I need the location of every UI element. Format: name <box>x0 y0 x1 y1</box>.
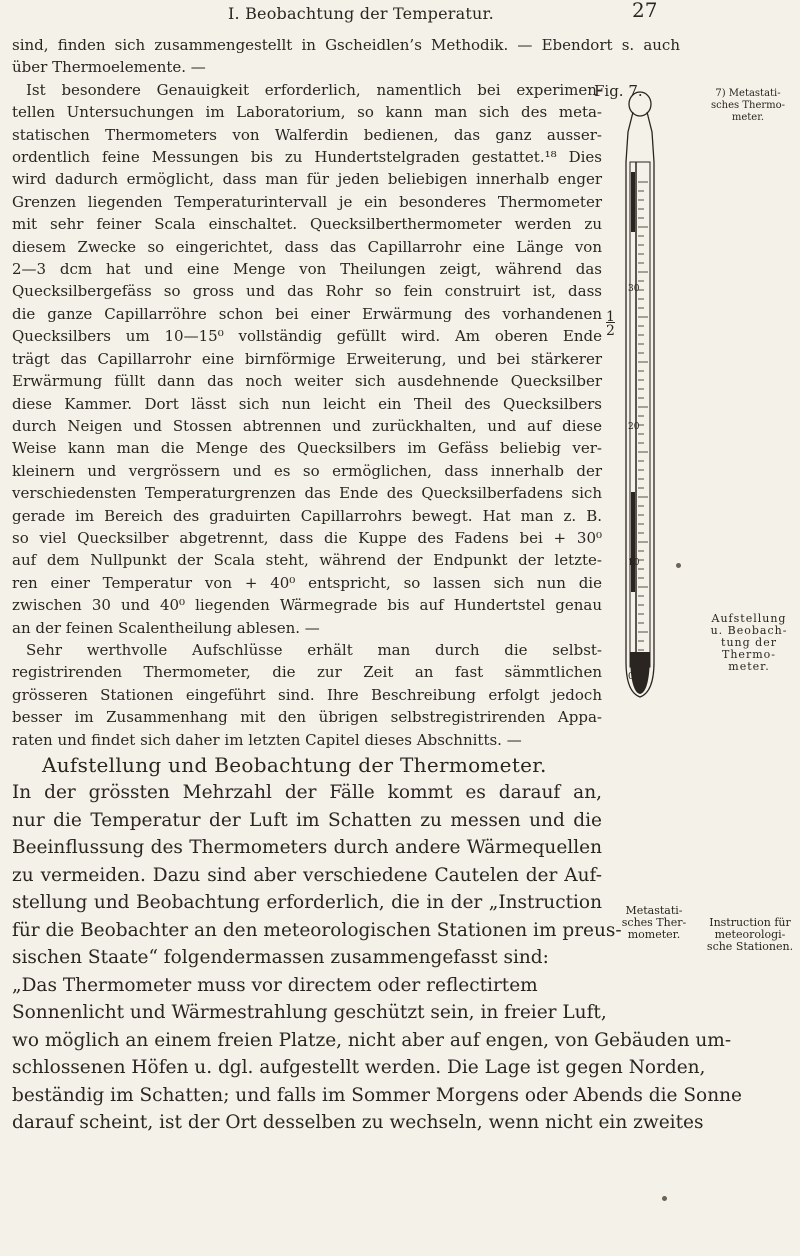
text-line: durch Neigen und Stossen abtrennen und zurückhalten, und auf diese <box>12 416 602 435</box>
text-line: Quecksilbergefäss so gross und das Rohr so fein construirt ist, dass <box>12 282 602 301</box>
text-line: Quecksilbers um 10—15⁰ vollständig gefüllt wird. Am oberen Ende <box>12 327 602 346</box>
text-line: nur die Temperatur der Luft im Schatten zu messen und die <box>12 809 602 831</box>
margin-note-instruction <box>702 917 798 953</box>
margin-note-line: meter. <box>728 660 770 673</box>
text-line: verschiedensten Temperaturgrenzen das Ende des Quecksilberfadens sich <box>12 484 602 503</box>
text-line: Beeinflussung des Thermometers durch andere Wärmequellen <box>12 837 602 858</box>
text-line: schlossenen Höfen u. dgl. aufgestellt werden. Die Lage ist gegen Norden, <box>12 1057 706 1078</box>
text-line: Sonnenlicht und Wärmestrahlung geschützt sein, in freier Luft, <box>12 1002 607 1023</box>
margin-note-line: mometer. <box>627 928 681 941</box>
figure-caption-line: sches Thermo- <box>710 100 786 111</box>
text-line: raten und findet sich daher im letzten Capitel dieses Abschnitts. — <box>12 730 522 749</box>
text-line: Grenzen liegenden Temperaturintervall je ein besonderes Thermometer <box>12 192 602 211</box>
text-line: sischen Staate“ folgendermassen zusammengefasst sind: <box>12 947 549 968</box>
paragraph-gscheidlen <box>12 34 688 79</box>
text-line: Ist besondere Genauigkeit erforderlich, namentlich bei experimen- <box>26 80 602 99</box>
margin-note-line: u. Beobach- <box>710 624 788 637</box>
figure-caption-line: meter. <box>731 112 765 123</box>
margin-note-line: sche Stationen. <box>706 940 794 953</box>
text-line: 2—3 dcm hat und eine Menge von Theilungen zeigt, während das <box>12 260 602 279</box>
page-number: 27 <box>632 0 658 22</box>
text-line: darauf scheint, ist der Ort desselben zu wechseln, wenn nicht ein zweites <box>12 1112 704 1133</box>
text-line: wird dadurch ermöglicht, dass man für jeden beliebigen innerhalb enger <box>12 170 602 189</box>
text-line: diesem Zwecke so eingerichtet, dass das Capillarrohr eine Länge von <box>12 237 602 256</box>
fraction-numerator: 1 <box>606 309 615 325</box>
paragraph-metastatic-thermometer <box>12 79 688 639</box>
figure-label: Fig. 7. <box>594 82 643 100</box>
margin-note-line: Aufstellung <box>711 612 787 625</box>
paragraph-self-registering <box>12 639 688 751</box>
running-head-title: I. Beobachtung der Temperatur. <box>228 4 494 23</box>
margin-note-aufstellung <box>704 613 794 673</box>
text-line: ren einer Temperatur von + 40⁰ entspricht, so lassen sich nun die <box>12 573 602 592</box>
figure-caption-line: 7) Metastati- <box>715 88 781 99</box>
text-line: gerade im Bereich des graduirten Capillarrohrs bewegt. Hat man z. B. <box>12 506 602 525</box>
paragraph-placement <box>12 779 688 972</box>
text-line: „Das Thermometer muss vor directem oder reflectirtem <box>12 974 538 996</box>
text-line: so viel Quecksilber abgetrennt, dass die Kuppe des Fadens bei + 30⁰ <box>12 528 602 547</box>
text-line: besser im Zusammenhang mit den übrigen selbstregistrirenden Appa- <box>12 708 602 727</box>
text-line: Erwärmung füllt dann das noch weiter sich ausdehnende Quecksilber <box>12 372 602 391</box>
figure-caption <box>700 88 796 124</box>
margin-note-line: Metastati- <box>625 904 683 917</box>
margin-note-line: Instruction für <box>709 916 791 929</box>
text-line: über Thermoelemente. — <box>12 58 206 77</box>
text-line: wo möglich an einem freien Platze, nicht aber auf engen, von Gebäuden um- <box>12 1029 732 1051</box>
text-line: zu vermeiden. Dazu sind aber verschiedene Cautelen der Auf- <box>12 864 602 886</box>
scale-label-10: 10 <box>628 558 640 568</box>
scale-label-30: 30 <box>628 284 640 294</box>
scale-label-0: 0 <box>628 672 634 682</box>
text-line: Weise kann man die Menge des Quecksilbers im Gefäss beliebig ver- <box>12 439 602 458</box>
paragraph-instruction-quote <box>12 972 742 1137</box>
scale-label-20: 20 <box>628 422 640 432</box>
margin-note-line: Thermo- <box>722 648 776 661</box>
text-line: In der grössten Mehrzahl der Fälle kommt es darauf an, <box>12 782 602 803</box>
text-line: an der feinen Scalentheilung ablesen. — <box>12 618 320 637</box>
text-line: sind, finden sich zusammengestellt in Gscheidlen’s Methodik. — Ebendort s. auch <box>12 36 680 54</box>
text-line: statischen Thermometers von Walferdin bedienen, das ganz ausser- <box>12 125 602 144</box>
text-line: für die Beobachter an den meteorologischen Stationen im preus- <box>12 919 622 941</box>
text-line: ordentlich feine Messungen bis zu Hundertstelgraden gestattet.¹⁸ Dies <box>12 148 602 167</box>
text-line: stellung und Beobachtung erforderlich, die in der „Instruction <box>12 892 602 913</box>
fraction-denominator: 2 <box>606 323 615 339</box>
text-line: beständig im Schatten; und falls im Sommer Morgens oder Abends die Sonne <box>12 1084 742 1106</box>
text-line: diese Kammer. Dort lässt sich nun leicht ein Theil des Quecksilbers <box>12 394 602 413</box>
text-line: zwischen 30 und 40⁰ liegenden Wärmegrade bis auf Hundertstel genau <box>12 596 602 615</box>
ink-dot <box>662 1196 667 1201</box>
text-line: mit sehr feiner Scala einschaltet. Quecksilberthermometer werden zu <box>12 215 602 234</box>
text-line: trägt das Capillarrohr eine birnförmige Erweiterung, und bei stärkerer <box>12 349 602 368</box>
text-line: grösseren Stationen eingeführt sind. Ihre Beschreibung erfolgt jedoch <box>12 685 602 704</box>
running-head <box>0 0 800 36</box>
main-text-column <box>12 34 742 1137</box>
text-line: registrirenden Thermometer, die zur Zeit an fast sämmtlichen <box>12 663 602 682</box>
text-line: die ganze Capillarröhre schon bei einer Erwärmung des vorhandenen <box>12 304 602 323</box>
text-line: tellen Untersuchungen im Laboratorium, so kann man sich des meta- <box>12 103 602 122</box>
margin-note-line: meteorologi- <box>714 928 786 941</box>
text-line: Sehr werthvolle Aufschlüsse erhält man durch die selbst- <box>26 640 602 659</box>
section-title: Aufstellung und Beobachtung der Thermometer. <box>42 753 547 777</box>
margin-note-line: tung der <box>721 636 777 649</box>
text-line: kleinern und vergrössern und es so ermöglichen, dass innerhalb der <box>12 461 602 480</box>
text-line: auf dem Nullpunkt der Scala steht, während der Endpunkt der letzte- <box>12 551 602 570</box>
margin-note-line: sches Ther- <box>621 916 687 929</box>
